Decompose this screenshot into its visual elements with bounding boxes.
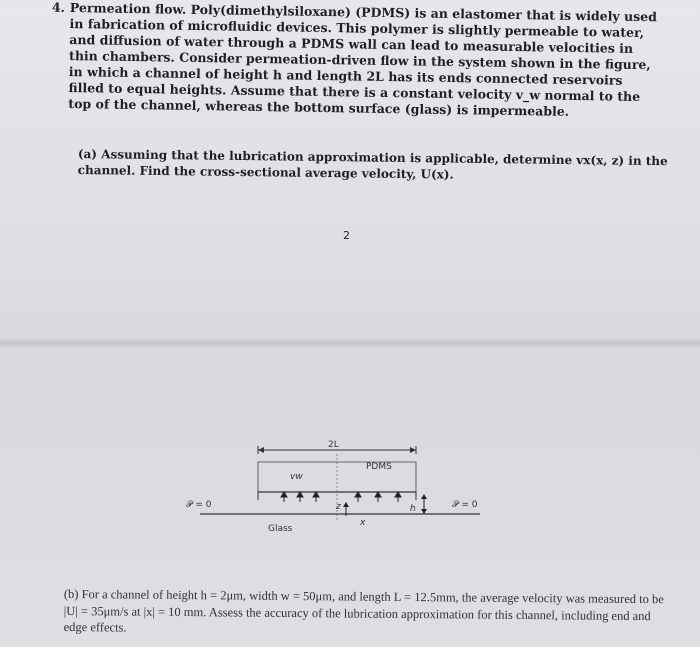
z-axis-label: z bbox=[336, 502, 341, 512]
length-arrow-right bbox=[410, 447, 416, 453]
part-b-text: For a channel of height h = 2μm, width w = 50μm, and length L = 12.5mm, the average velocity was measured to be |U| = 35μm/s at |x| = 10 mm. Assess the accuracy of the lubrication approximation for this channel, including end and edge effects. bbox=[63, 587, 664, 635]
part-b bbox=[64, 586, 664, 641]
right-pressure-label: 𝒫 = 0 bbox=[452, 500, 478, 510]
glass-label: Glass bbox=[268, 524, 293, 534]
problem-title: Permeation flow. bbox=[69, 0, 187, 17]
wall-velocity-label: vw bbox=[290, 472, 303, 482]
channel-diagram bbox=[180, 440, 510, 540]
problem-statement bbox=[51, 0, 660, 121]
page-number: 2 bbox=[343, 229, 350, 242]
problem-number: 4. bbox=[51, 0, 66, 15]
part-a bbox=[78, 146, 668, 185]
length-arrow-left bbox=[258, 447, 264, 453]
x-axis-label: x bbox=[360, 518, 366, 528]
permeation-velocity-arrows bbox=[281, 492, 401, 502]
height-label: h bbox=[410, 504, 416, 514]
page-fold-shadow bbox=[0, 338, 700, 348]
left-pressure-label: 𝒫 = 0 bbox=[186, 500, 212, 510]
channel-figure bbox=[180, 440, 510, 540]
problem-body: Poly(dimethylsiloxane) (PDMS) is an elastomer that is widely used in fabrication of microfluidic devices. This polymer is slightly permeable to water, and diffusion of water through a PDMS wall can lead to measurable velocities in thin chambers. Consider permeation-driven flow in the system shown in the figure, in which a channel of height h and length 2L has its ends connected reservoirs filled to equal heights. Assume that there is a constant velocity v_w normal to the top of the channel, whereas the bottom surface (glass) is impermeable. bbox=[68, 1, 658, 119]
part-a-text: Assuming that the lubrication approximation is applicable, determine vx(x, z) in the channel. Find the cross-sectional average velocity, U(x). bbox=[77, 147, 668, 182]
pdms-label: PDMS bbox=[366, 462, 392, 472]
part-b-label: (b) bbox=[63, 586, 79, 602]
part-a-label: (a) bbox=[77, 146, 98, 162]
length-label: 2L bbox=[328, 440, 339, 450]
